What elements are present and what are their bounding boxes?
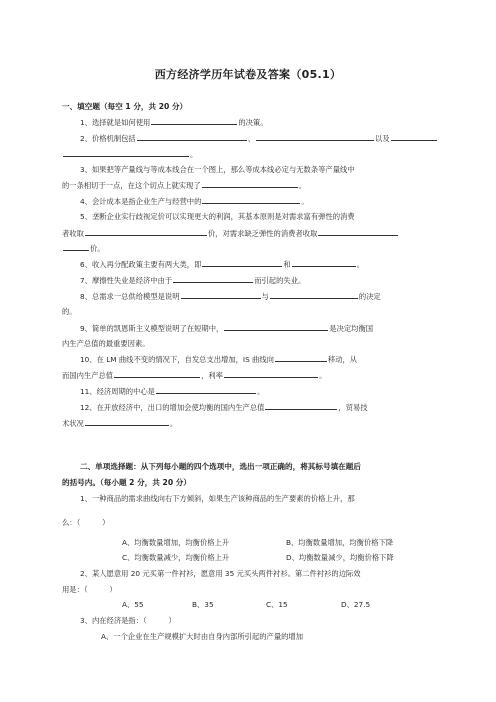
question-line: 。 <box>62 149 197 159</box>
answer-blank <box>151 117 237 125</box>
answer-blank <box>275 354 327 362</box>
question-line: 5、垄断企业实行歧视定价可以实现更大的利润，其基本原则是对需求富有弹性的消费 <box>80 212 355 221</box>
question-line: 1、一种商品的需求曲线向右下方倾斜，如果生产该种商品的生产要素的价格上升，那 <box>80 494 355 503</box>
question-line: 3、如果把等产量线与等成本线合在一个图上，那么等成本线必定与无数条等产量线中 <box>80 165 355 174</box>
option: C、均衡数量减少，均衡价格上升 <box>122 553 230 562</box>
question-line: 用是：（ ） <box>62 585 117 594</box>
answer-blank <box>292 259 356 267</box>
question-line: 10、在 LM 曲线不变的情况下，自发总支出增加，IS 曲线向 移动，从 <box>80 355 358 364</box>
answer-blank <box>114 370 200 378</box>
answer-blank <box>265 402 337 410</box>
answer-blank <box>137 133 247 141</box>
question-line: 的。 <box>62 307 77 316</box>
question-line: 内生产总值的最重要因素。 <box>62 339 150 348</box>
question-line: 3、内在经济是指：（ ） <box>80 616 176 625</box>
question-line: 术状况 。 <box>62 419 178 428</box>
answer-blank <box>202 259 282 267</box>
page-title: 西方经济学历年试卷及答案（05.1） <box>154 68 342 81</box>
option: A、均衡数量增加，均衡价格上升 <box>122 538 230 547</box>
question-line: 12、在开放经济中，出口的增加会使均衡的国内生产总值 ，贸易技 <box>80 403 368 412</box>
answer-blank <box>256 133 374 141</box>
answer-blank <box>85 228 207 236</box>
answer-blank <box>173 275 253 283</box>
option: D、均衡数量减少，均衡价格下降 <box>286 553 394 562</box>
option: B、均衡数量增加，均衡价格下降 <box>286 538 394 547</box>
answer-blank <box>63 149 189 157</box>
question-line: 价。 <box>62 243 105 253</box>
question-line: 4、会计成本是指企业生产与经营中的 。 <box>80 197 309 206</box>
question-line: 1、选择就是如何使用 的决策。 <box>80 118 268 127</box>
question-line: 2、某人愿意用 20 元买第一件衬衫，愿意用 35 元买头两件衬衫。第二件衬衫的边际效 <box>80 569 361 578</box>
question-line: 11、经济周期的中心是 。 <box>80 387 265 396</box>
answer-blank <box>391 133 437 141</box>
answer-blank <box>318 228 398 236</box>
section-heading: 二、单项选择题：从下列每小题的四个选项中，选出一项正确的，将其标号填在题后 <box>80 462 361 471</box>
answer-blank <box>202 196 300 204</box>
answer-blank <box>270 291 358 299</box>
section-heading: 一、填空题（每空 1 分，共 20 分） <box>62 102 188 111</box>
question-line: 6、收入再分配政策主要有两大类，即 和 。 <box>80 260 364 269</box>
option: A、55 <box>122 600 144 609</box>
option: D、27.5 <box>341 600 371 609</box>
answer-blank <box>224 370 318 378</box>
question-line: 者收取 价，对需求缺乏弹性的消费者收取 <box>62 228 399 238</box>
answer-blank <box>181 291 261 299</box>
answer-blank <box>202 180 298 188</box>
answer-blank <box>224 323 328 331</box>
answer-blank <box>85 418 169 426</box>
question-line: 8、总需求一总供给模型是说明 与 的决定 <box>80 292 381 301</box>
answer-blank <box>63 243 89 251</box>
question-line: 而国内生产总值 ，利率 。 <box>62 371 327 380</box>
question-line: 9、简单的凯恩斯主义模型说明了在短期中， 是决定均衡国 <box>80 324 374 333</box>
question-line: 的一条相切于一点，在这个切点上就实现了 。 <box>62 181 306 190</box>
option: C、15 <box>266 600 288 609</box>
answer-blank <box>156 386 256 394</box>
option: B、35 <box>192 600 214 609</box>
option: A、一个企业在生产规模扩大时由自身内部所引起的产量的增加 <box>101 632 304 641</box>
question-line: 7、摩擦性失业是经济中由于 而引起的失业。 <box>80 276 306 285</box>
question-line: 么：（ ） <box>62 518 110 527</box>
section-heading: 的括号内。（每小题 2 分，共 20 分） <box>62 478 191 487</box>
question-line: 2、价格机制包括 、 以及 <box>80 133 438 143</box>
